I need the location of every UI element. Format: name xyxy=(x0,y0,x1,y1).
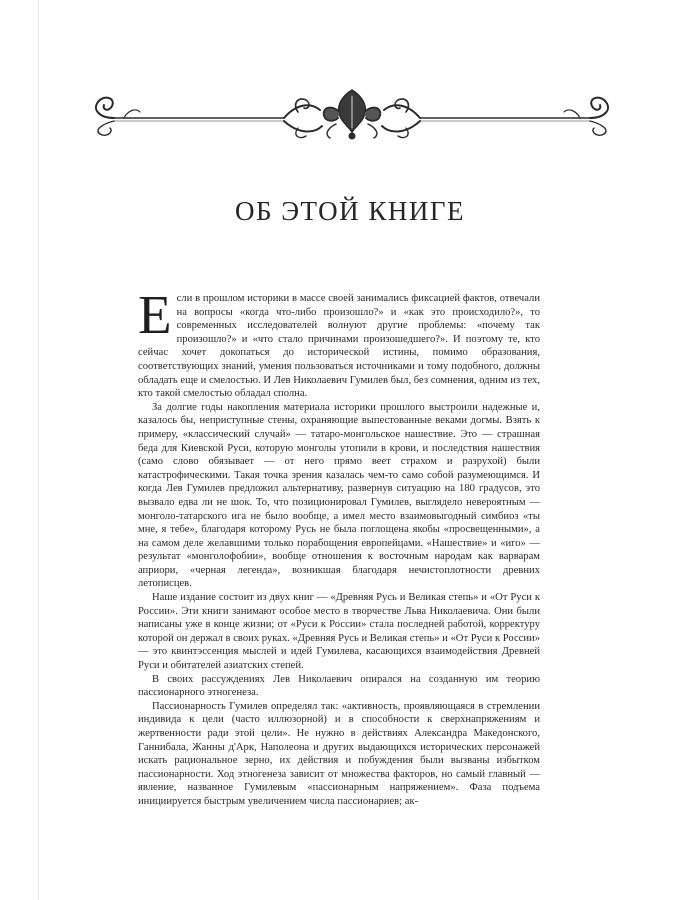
paragraph: Пассионарность Гумилев определял так: «активность, проявляющаяся в стремлении индивида к цели (часто иллюзорной) и в способности к сверхнапряжениям и жертвенности ради этой цели». Не нужно в действиях Александра Македонского, Ганнибала, Жанны д'Арк, Наполеона и других выдающихся исторических персонажей искать рациональное зерно, их действия и побуждения были вызваны избытком пассионарности. Ход этногенеза зависит от множества факторов, но самый главный — явление, названное Гумилевым «пассионарным напряжением». Фаза подъема инициируется быстрым увеличением числа пассионариев; ак- xyxy=(138,700,540,807)
paragraph-text: сли в прошлом историки в массе своей занимались фиксацией фактов, отвечали на вопросы «когда что-либо произошло?» и «как это происходило?», то современных исследователей волнуют другие проблемы: «почему так произошло?» и «что стало причинами произошедшего?». И поэтому те, кто сейчас хочет докопаться до исторической истины, помимо образования, соответствующих знаний, умения пользоваться источниками и тому подобного, должны обладать еще и смелостью. И Лев Николаевич Гумилев был, без сомнения, одним из тех, кто такой смелостью обладал сполна. xyxy=(138,293,540,400)
drop-cap: Е xyxy=(138,284,172,345)
paragraph: Наше издание состоит из двух книг — «Древняя Русь и Великая степь» и «От Руси к России». Эти книги занимают особое место в творчестве Льва Николаевича. Они были написаны уже в конце жизни; от «Руси к России» стала последней работой, корректуру которой он держал в своих руках. «Древняя Русь и Великая степь» и «От Руси к России» — это квинтэссенция мыслей и идей Гумилева, касающихся взаимодействия Древней Руси и обитателей азиатских степей. xyxy=(138,592,540,672)
paragraph: За долгие годы накопления материала историки прошлого выстроили надежные и, казалось бы, неприступные стены, охраняющие выпестованные веками догмы. Взять к примеру, «классический случай» — татаро-монгольское нашествие. Это — страшная беда для Киевской Руси, которую монголы утопили в крови, и последствия нашествия (само слово обязывает — от него прямо веет страхом и разрухой) были катастрофическими. Такая точка зрения казалась чем-то само собой разумеющимся. И когда Лев Гумилев предложил альтернативу, развернув ситуацию на 180 градусов, это вызвало едва ли не шок. То, что позиционировал Гумилев, выглядело невероятным — монголо-татарского ига не было вообще, а имел место взаимовыгодный симбиоз «ты мне, я тебе», благодаря которому Русь не была поглощена якобы «просвещенными», а на самом деле желавшими только порабощения европейцами. «Нашествие» и «иго» — результат «монголофобии», вообще отношения к восточным народам как варварам априори, «черная легенда», возникшая благодаря нечистоплотности древних летописцев. xyxy=(138,401,540,590)
page-title: ОБ ЭТОЙ КНИГЕ xyxy=(234,196,466,226)
page-edge-line xyxy=(38,0,39,900)
decorative-ornament-icon xyxy=(84,82,620,142)
paragraph-intro xyxy=(138,284,540,401)
body-text xyxy=(138,284,540,809)
paragraph: В своих рассуждениях Лев Николаевич опирался на созданную им теорию пассионарного этногенеза. xyxy=(138,673,540,699)
